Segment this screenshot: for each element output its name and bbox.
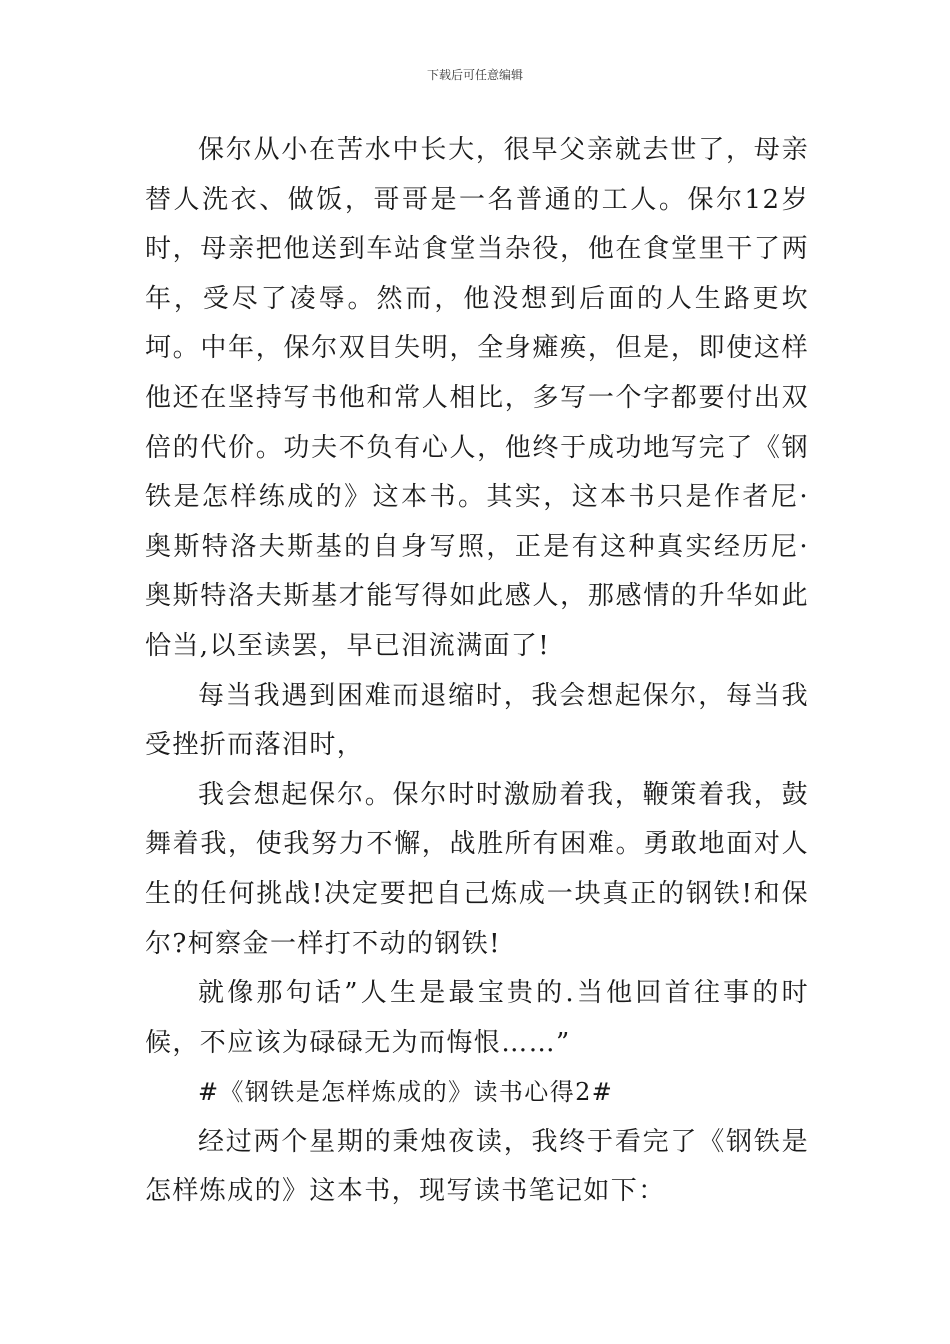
paragraph-reading-notes: 经过两个星期的秉烛夜读，我终于看完了《钢铁是怎样炼成的》这本书，现写读书笔记如下： [145,1126,809,1207]
paragraph-inspiration: 我会想起保尔。保尔时时激励着我，鞭策着我，鼓舞着我，使我努力不懈，战胜所有困难。勇敢地面对人生的任何挑战!决定要把自己炼成一块真正的钢铁!和保尔?柯察金一样打不动的钢铁! [145,779,809,959]
paragraph-quote: 就像那句话”人生是最宝贵的.当他回首往事的时候，不应该为碌碌无为而悔恨……” [145,978,809,1058]
paragraph-paul-life: 保尔从小在苦水中长大，很早父亲就去世了，母亲替人洗衣、做饭，哥哥是一名普通的工人。保尔12岁时，母亲把他送到车站食堂当杂役，他在食堂里干了两年，受尽了凌辱。然而，他没想到后面的人生路更坎坷。中年，保尔双目失明，全身瘫痪，但是，即使这样他还在坚持写书他和常人相比，多写一个字都要付出双倍的代价。功夫不负有心人，他终于成功地写完了《钢铁是怎样练成的》这本书。其实，这本书只是作者尼·奥斯特洛夫斯基的自身写照，正是有这种真实经历尼·奥斯特洛夫斯基才能写得如此感人，那感情的升华如此恰当,以至读罢，早已泪流满面了! [145,135,809,661]
page-header-note: 下载后可任意编辑 [426,68,523,82]
document-body [145,126,809,1217]
paragraph-when-retreating: 每当我遇到困难而退缩时，我会想起保尔，每当我受挫折而落泪时， [145,680,809,761]
section-heading: #《钢铁是怎样炼成的》读书心得2# [198,1078,614,1107]
